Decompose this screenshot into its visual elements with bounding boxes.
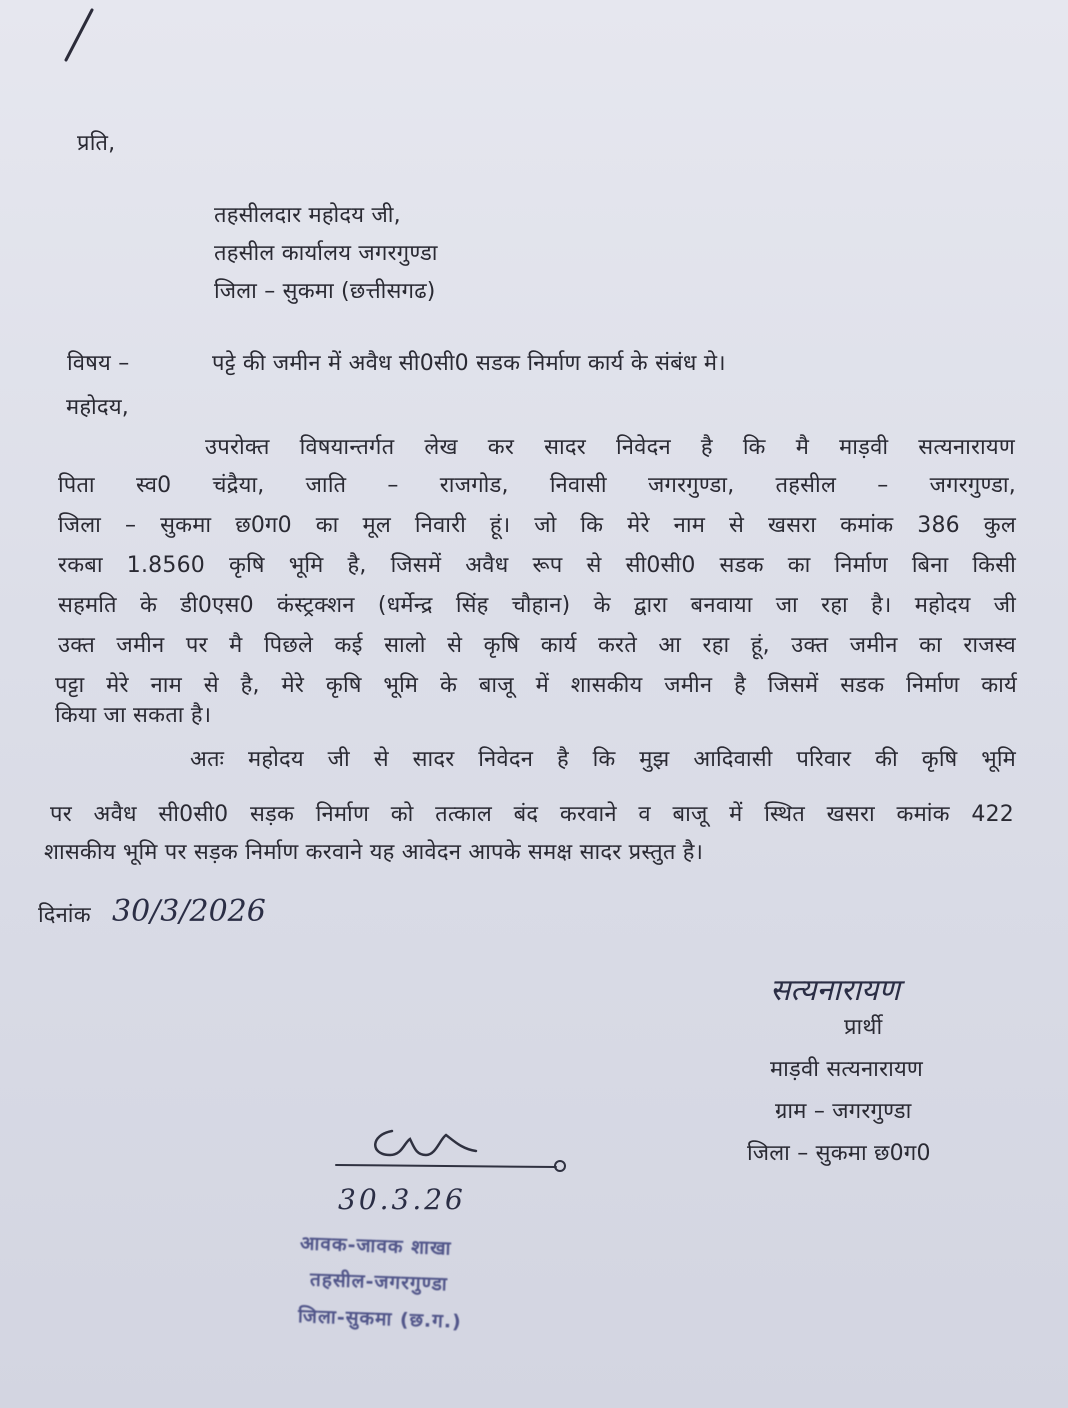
para1-line-8: किया जा सकता है। [55, 703, 212, 728]
applicant-village: ग्राम – जगरगुण्डा [775, 1099, 912, 1124]
addressee-line-1: तहसीलदार महोदय जी, [214, 203, 401, 228]
applicant-name: माड़वी सत्यनारायण [770, 1057, 924, 1082]
salutation: प्रति, [77, 131, 116, 156]
para1-line-4: रकबा 1.8560 कृषि भूमि है, जिसमें अवैध रूप से सी0सी0 सडक का निर्माण बिना किसी [58, 553, 1016, 578]
applicant-label: प्रार्थी [844, 1015, 883, 1040]
stamp-line-2: तहसील-जगरगुण्डा [309, 1268, 449, 1296]
date-handwritten: 30/3/2026 [112, 894, 266, 929]
addressee-line-2: तहसील कार्यालय जगरगुण्डा [214, 241, 438, 266]
para1-line-1: उपरोक्त विषयान्तर्गत लेख कर सादर निवेदन है कि मै माड़वी सत्यनारायण [205, 435, 1015, 460]
applicant-district: जिला – सुकमा छ0ग0 [747, 1141, 931, 1166]
para1-line-5: सहमति के डी0एस0 कंस्ट्रक्शन (धर्मेन्द्र सिंह चौहान) के द्वारा बनवाया जा रहा है। महोदय जी [58, 593, 1016, 618]
para2-line-3: शासकीय भूमि पर सड़क निर्माण करवाने यह आवेदन आपके समक्ष सादर प्रस्तुत है। [44, 840, 704, 865]
greeting: महोदय, [66, 395, 129, 420]
addressee-line-3: जिला – सुकमा (छत्तीसगढ) [214, 279, 436, 304]
stamp-line-3: जिला-सुकमा (छ.ग.) [297, 1305, 463, 1333]
date-label: दिनांक [38, 903, 91, 928]
subject-label: विषय – [67, 351, 130, 376]
para1-line-3: जिला – सुकमा छ0ग0 का मूल निवारी हूं। जो कि मेरे नाम से खसरा कमांक 386 कुल [58, 513, 1016, 538]
applicant-signature: सत्यनारायण [770, 973, 900, 1008]
receiving-signature-mark [330, 1125, 570, 1175]
para1-line-7: पट्टा मेरे नाम से है, मेरे कृषि भूमि के बाजू में शासकीय जमीन है जिसमें सडक निर्माण कार्य [55, 673, 1017, 698]
para1-line-6: उक्त जमीन पर मै पिछले कई सालो से कृषि कार्य करते आ रहा हूं, उक्त जमीन का राजस्व [58, 633, 1016, 658]
stamp-line-1: आवक-जावक शाखा [299, 1232, 452, 1260]
para1-line-2: पिता स्व0 चंद्रैया, जाति – राजगोड, निवासी जगरगुण्डा, तहसील – जगरगुण्डा, [58, 473, 1016, 498]
para2-line-1: अतः महोदय जी से सादर निवेदन है कि मुझ आदिवासी परिवार की कृषि भूमि [190, 747, 1016, 772]
pen-stroke-mark [58, 6, 98, 66]
para2-line-2: पर अवैध सी0सी0 सड़क निर्माण को तत्काल बंद करवाने व बाजू में स्थित खसरा कमांक 422 [50, 802, 1014, 827]
subject-text: पट्टे की जमीन में अवैध सी0सी0 सडक निर्माण कार्य के संबंध मे। [212, 351, 726, 376]
receipt-date-handwritten: 30.3.26 [338, 1183, 466, 1216]
